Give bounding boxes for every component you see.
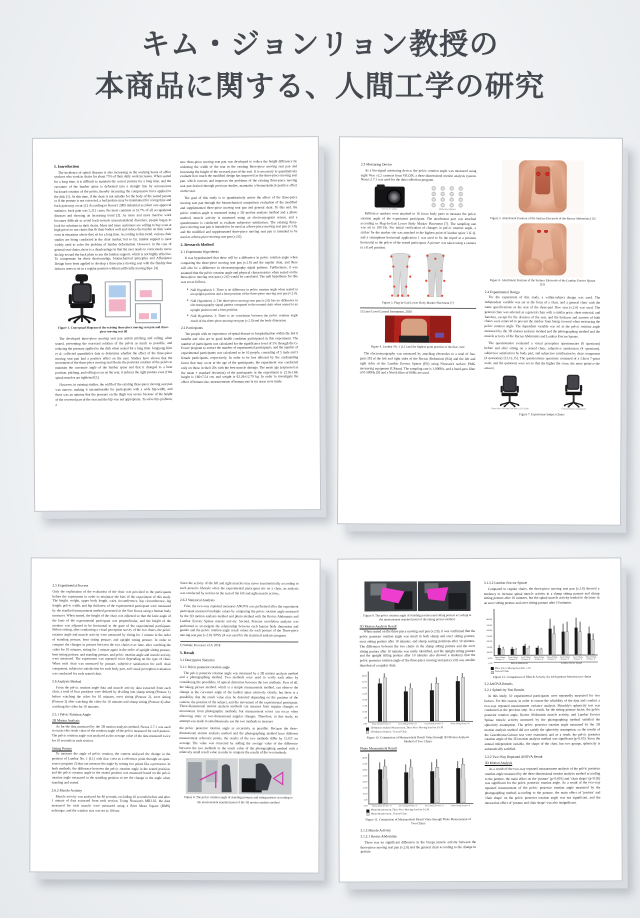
footnote-line: 1) Sample Processor v2.0, 2018 — [180, 641, 299, 648]
figure-caption: Figure 4. Lumbar No. 1 (L1) and the highest point position of the iliac crest — [370, 344, 465, 349]
paper-page-3 — [29, 557, 320, 873]
page3-left-column — [52, 580, 172, 816]
figure-sublabel: Vero v2.2 Camera — [381, 208, 398, 211]
figure-caption: Figure 12. Comparison of Muscle Activity for each posture between two chairs — [493, 674, 592, 680]
diagram-pink-patch — [140, 291, 152, 298]
paragraph: When seated on the three-piece moving seat pan (v.2.0), it was confirmed that the pelvic posterior rotation angle was small in both slump and erect sitting posture, erect sitting posture after 10 minutes, and slump seating positions after 10 minutes. The difference between the two chairs in the slump sitting posture and the erect sitting posture after 10 minutes was easily identified, and the upright sitting posture and the upright sitting posture after 10 minutes also showed a tendency that the pelvic posterior rotation angle of the three-piece moving seat pan (v.2.0) was smaller than that of a regular chair. — [359, 629, 476, 668]
figure-caption: Figure 5. Attachment Position of the Surface Electrode of the Rectus Abdominis [15] — [490, 215, 596, 221]
paragraph: The developed three-piece moving seat pan assists pitching and rolling when seated, preventing the rearward rotation of the pelvis as much as possible, and reducing the pressure applied to the disk when seated for a long time. Jungyong Kim et al. collected quantitative data to determine whether the effect of the three-piece moving seat pan had a positive effect on the user. Studies have shown that the movement of the three-piece moving seat blocks the posterior rotation of the pelvis to maintain the curvature angle of the lumbar spine and that it changed to a bent position, pitching, and rolling occur on the seat, it induces the right posture even if the spinal muscles are tightened [5]. — [55, 336, 173, 380]
legend-row — [490, 670, 600, 674]
diagram-pink-patch — [109, 300, 126, 312]
figure-7 — [484, 373, 600, 411]
subsection-heading: 3.1 Descriptive Statistics — [179, 657, 215, 662]
glute-shape — [525, 258, 542, 273]
figure-3 — [360, 252, 476, 299]
page4-left-column — [359, 581, 476, 857]
subject-chair-1 — [484, 373, 536, 410]
chart-legend — [490, 666, 600, 673]
underlined-heading: 3D Motion Analysis — [51, 718, 80, 723]
subsection-heading: 3.2.2 Two-Way Repeated ANOVA Result — [484, 754, 543, 759]
electrode-dot — [545, 230, 548, 233]
legend-label: 3D Motion Analysis_ General Chair — [370, 730, 407, 734]
chart-legend — [366, 726, 476, 733]
legend-label: Three-Piece Moving Seat Pan < 2.0 — [494, 666, 531, 670]
torso-back — [519, 223, 567, 275]
diagram-panel — [135, 304, 161, 324]
figure-10-bar-chart — [360, 671, 476, 744]
arm-shape — [550, 164, 565, 209]
erector-spinae-anatomy-image — [502, 223, 584, 277]
subsection-heading: 2.4 Experimental Design — [484, 289, 520, 294]
paragraph: There was no significant difference in the biceps muscle activity between the three-piece moving seat pan (v.2.0) and the general chair according to the change in gesture. — [360, 839, 477, 854]
diagram-blue-patch — [151, 314, 157, 320]
chart-legend — [366, 808, 476, 815]
legend-row — [366, 812, 476, 816]
footnote-line: 1) Laser Level Control Instrument, 2020 — [360, 307, 476, 314]
figure-caption: Figure 11. Comparison of Measurement Result Value through Photo Measurement of Two Chairs — [365, 816, 471, 826]
bullet-icon: ● — [186, 287, 189, 291]
bar-chart-plot: 400.00 350.00 300.00 250.00 200.00 150.00 100.00 50.00 0.00 Slump Sitting (Posture 1) Erect Sitting (Posture 2) Erect Sitting (Posture 3) Slump Sitting (Posture 4) Slump Sitting (Posture 1) Erect Sitting (Posture 2) Erect Sitting (Posture 3) Slump Sitting (Posture 4) Rectus Abdominis Lumbar Erector Spinae — [486, 609, 597, 666]
figure-caption: Figure 7. Experiment Subject Chairs — [519, 412, 565, 417]
purple-marker-shape — [435, 333, 444, 338]
page1-right-column — [180, 159, 299, 409]
abdominal-muscle-shape — [535, 166, 550, 194]
section-heading: 1. Introduction — [54, 164, 80, 169]
subject-chair-photo — [561, 374, 587, 408]
figure-caption: Figure 1. Conceptual diagram of the existing three-piece moving seat pan and three-piece moving seat [4] — [58, 325, 169, 334]
subsection-heading: 3.1.2 Muscle Activity — [360, 828, 391, 833]
title-line-1: キム・ジョンリョン教授の — [140, 29, 500, 61]
paragraph: Since the activity of the left and right muscles may move asymmetrically according to each person's lifestyle when the experimental participant sits on a chair, an analysis was conducted by section on the sum of the left and right muscle activity. — [180, 581, 299, 596]
camera-lens-icon — [387, 189, 402, 204]
legend-row — [366, 730, 476, 734]
lumbar-reference-photo — [385, 316, 451, 343]
diagram-blue-patch — [109, 286, 126, 298]
figure-2-right — [421, 186, 474, 211]
electrode-dot — [546, 172, 549, 175]
glute-shape — [543, 258, 560, 273]
legend-swatch-gray — [366, 813, 369, 816]
figure-caption: Figure 6. Attachment Position of the Surface Electrode of the Lumbar Erector Spinae [15] — [489, 278, 596, 287]
underlined-heading: Photo Measurement Result — [360, 746, 397, 751]
paragraph: Compared to regular chairs, the three-piece moving seat pan (v.2.0) showed a tendency to increase spinal muscle activity in a slump sitting posture and slump sitting posture after 10 minutes, but the spinal muscle activity tended to decrease in an erect sitting posture and erect sitting posture after 10 minutes. — [483, 586, 600, 606]
subsection-heading: 2.3 Measuring Device — [360, 162, 392, 167]
section-heading: 3. Result — [179, 650, 195, 655]
underlined-heading: Sitting Posture — [51, 746, 72, 751]
subsection-heading: 2.5 Experimental Process — [52, 583, 89, 588]
paragraph: The goal of this study is to quantitatively assess the effect of the three-piece moving seat pan through the biomechanical comparison evaluation of the modified and supplemented three-piece moving seat pan and general chair. To this end, the pelvic rotation angle is measured using a 3D motion analysis method and a photo method, muscle activity is measured using an electromyogram sensor, and a questionnaire is conducted to evaluate subjective satisfaction. The existing three-piece moving seat pan is intended to be used as a three-piece moving seat pan (v.1.0), and the modified and supplemented three-piece moving seat pan is intended to be used as a three-piece moving seat pan (v.2.0). — [180, 195, 298, 239]
paragraph: As a result of the two-way repeated measurement analysis of the pelvic posterior rotation angle measured by the three-dimensional motion analysis method according to the posture, the main effect on the 'posture' (p<0.001) and 'chair shape' (p<0.05) was significant for the pelvic posterior rotation angle. As a result of the two-way repeated measurement of the pelvic posterior rotation angle measured by the photographing method according to the posture, the main effect of 'posture' and 'chair shape' on the pelvic posterior rotation angle was not significant, and the interaction effect of 'posture and chair shape' was also insignificant. — [484, 766, 601, 805]
paragraph: The incidence of spinal diseases is also increasing as the working hours of office workers who work in chairs for about 75% of their daily work increases. When seated for a long time, it is difficult to maintain the correct posture for a long time, and the curvature of the lumbar spine is deformed into a straight line by unconscious backward rotation of the pelvis, thereby increasing the compressive force applied to the disk [1]. At this time, if the chair is not suitable for the body of the seated person or if the posture is not corrected, a bad posture may be maintained for a long time and back pain may occur [2]. According to Korea's 2009 industrial accident care approval statistics, back pain was 5,212 cases, the most common at 53.7% of all occupational diseases and showing an increasing trend [3]. As more and more inactive work becomes difficult to avoid back-to-back musculoskeletal disorders, people began to look for solutions in their chairs. More and more customers are willing to buy even at high prices to use chairs that fit their bodies well and reduce the burden on their waist even in situations where they sit for a long time. According to this trend, various chair studies are being conducted in the chair market, but so far, lumbar support is most widely used to solve the problem of lumbar deformation. However, in the case of general seat chairs, there is a disadvantage in that the user needs to consciously move his hip toward the back plate to use the lumbar support, which is not highly effective. To compensate for these shortcomings, biomechanical principles and Affordance Design have been applied to develop a three-piece moving seat with the fluidity that induces users to sit in a regular position without artificially moving hips. [4] — [54, 169, 172, 271]
figure-sublabel: General Chair (comparison) — [561, 408, 586, 411]
figure-2-left — [363, 186, 416, 210]
figure-caption: Figure 10. Comparison of Measurement Result Value through 3D Motion Analysis Method of Two Chairs — [366, 734, 469, 744]
waistband-shape — [399, 336, 429, 343]
paragraph: In this study, 10 experimental participants were repeatedly measured for two factors. For this reason, in order to ensure the reliability of the data and conduct a two-way repeated measurement variance analysis, Mauchly's sphericity test was conducted as the previous step. As a result, for the sitting posture factor, the pelvic posterior rotation angle, Rectus Abdominis muscle activity, and Lumbar Erector Spinae muscle activity measured by the photographing method satisfied the sphericity assumption. The pelvic posterior rotation angle measured by the 3D motion analysis method did not satisfy the sphericity assumption, so the results of the Greenhouse-Geisser test were examined, and as a result, the pelvic posterior rotation angle of the 3D motion analysis method was significant (p<0.05). Since the annual independent variable, the shape of the chair, has two groups, sphericity is automatically satisfied. — [484, 693, 601, 752]
figure-sublabel: Three-Piece Moving Seat Pan (v.2.0) Chair — [491, 408, 529, 411]
figure-caption: Figure 9. The pelvic rotation angle of standing position and sitting posture according to the measurement standard point of the taking picture method. — [363, 612, 472, 622]
figure-11-bar-chart — [360, 753, 476, 826]
subsection-heading: 3.2.1 Sphericity Test Results — [484, 687, 525, 693]
paper-page-2 — [337, 136, 623, 525]
legend-swatch-gray — [366, 731, 369, 734]
paragraph: Muscle activity was analyzed for 40 seconds, excluding 10 seconds before and after 1 minute of data extracted from each section. Using Noraxon's MR3.16, the data measured for each muscle were measured using a Root Mean Square (RMS) technique, and the window size was set to 100 ms. — [51, 794, 171, 813]
figure-2 — [361, 185, 477, 211]
legend-label: Photo Measurement_ General Chair — [370, 812, 408, 816]
paragraph: For the experiment of this study, a within-subject design was used. The independent variable was set in the form of a chair, and a general chair with the same specifications as the seat of the three-part flow seat (v.2.0) was used. The general chair was selected as a general chair with a similar price, sheet material, and function, except for the division of the seat, and the backrest and armrest of both chairs were removed to prevent the marker from being covered when measuring the pelvic rotation angle. The dependent variable was set as the pelvic rotation angle measured by the 3D motion analysis method and the photographing method and the muscle activity of the Rectus Abdominis and Lumbar Erector Spinae. — [484, 295, 601, 339]
list-item — [187, 313, 298, 323]
paragraph: The questionnaire evaluated a visual perception questionnaire (6 questions) before and after sitting on a seated chair, subjective satisfaction (4 questions), subjective satisfaction by body part, and subjective satisfaction by chair component (4 questions) [13,12,15]. The questionnaire questions consisted of a Likert 7-point scale, and the questions were set so that the higher the score, the more positive the answer. — [484, 341, 600, 370]
pelvic-angle-photo-camera — [363, 581, 471, 611]
reflective-markers-photo — [429, 186, 465, 208]
paragraph: As a bio-signal measuring device, the pelvic rotation angle was measured using eight Vero v2.2 cameras from VICON, a three-dimensional motion analysis system. Nexus 2.7.1 was used for the data collection program. — [360, 168, 477, 183]
subsection-heading: 2.2 Participants — [181, 325, 203, 331]
paragraph: The electromyography was measured by attaching electrodes to a total of four parts [8] of the left and right sides of the Rectus Abdominis (RA) and the left and right sides of the Lumbar Erector Spinae (ES) using Noraxon's surface EMG measuring equipment (Ultium). The sampling rate is 1,000Hz, and a band-pass filter of 0-500Hz [9] and a Notch filter of 60Hz are used. — [359, 351, 476, 376]
page2-right-column — [484, 160, 601, 420]
seat-pan-concept-diagram — [105, 280, 163, 324]
legend-swatch-gray — [490, 671, 493, 674]
underlined-heading: 3D Motion Analysis Result — [359, 624, 397, 629]
paragraph: Ten people with no experience of spinal disease or hospitalization within the last 6 months and who are in good health condition participated in this experiment. The number of participants was calculated for the significance level of 5% through the G-Power program to extract the number of experimental participants, and the number of experimental participants was calculated to be 10 people, consisting of 5 male and 5 female participants, respectively. In order to be less affected by the confounding factor that may occur at the age of the participants, the experiment was conducted only on those in their 20s with the best muscle damage. The mean age (expressed as the mean ± standard deviation) of the participants in the experiment is 23.9±1.66, height is 166±7.54 cm, and weight is 62.26±12.79 kg. In order to investigate the effect of human size, measurements of human size in six areas were made. — [181, 331, 299, 385]
arm-shape — [520, 164, 536, 209]
subsection-heading: 3.1.2.1 Rectus Abdominis — [360, 834, 397, 839]
section-heading: 2. Research Method — [180, 243, 214, 248]
bullet-icon: ● — [186, 313, 189, 317]
paragraph: First, the two-way repeated measures ANOVA was performed after the experiment participant measured multiple values by comparing the pelvic rotation angle measured by the 3D motion analysis method and photo method with the Rectus Abdominis and Lumbar Erector Spinae muscle activity. Second, Pearson correlation analysis was performed to investigate the relationship between each human body dimension and gender and the pelvic rotation angle result values for each posture of the Three-piece moving seat pan (v.2.0). SPSS 24 was used for the statistical analysis program. — [179, 604, 299, 638]
subsection-heading: 2.6.2 Muscle Activity — [51, 788, 83, 793]
subject-chair-2 — [548, 374, 600, 411]
paragraph: new three-piece moving seat pan was developed to reduce the height difference by widening the width of the seat in the existing three-piece moving seat pan and increasing the height of the recessed part of the seat. It is necessary to quantitatively evaluate how much the modified design has improved as the three-piece moving seat pan, which corrects and improves the problems of the existing three-piece moving seat pan desired through previous studies, maintains a biomechanical positive effect on the seat. — [179, 159, 298, 193]
bar-chart-plot: 40.00 35.00 30.00 25.00 20.00 15.00 10.00 5.00 0.00 Slump Sitting (Posture 1) Erect Sitting (Posture 2) Erect Sitting (Posture 3) Slump Sitting (Posture 4) — [362, 671, 473, 725]
figure-1 — [55, 274, 172, 325]
pelvic-angle-photo-3d — [185, 758, 291, 794]
torso-front — [519, 160, 567, 212]
paper-page-4 — [337, 557, 622, 882]
list-item-text: Null Hypothesis 1: There is no difference in pelvic rotation angle when seated in an upright position and a bent position of the three-piece moving seat pan (v.2.0). — [190, 286, 298, 297]
paragraph: Only the explanation of the evaluation of the chair was provided to the participants before the experiment in order to minimize the bias of the experiment of this study. The height, weight, upper body length, waist circumference, hip circumference, leg length, pelvic width, and hip thickness of the experimental participant were measured by the standard measurement method presented in the Size Korea using a human body measurer. When seated, the height of the chair was adjusted so that the knee angle of the knee of the experimental participant was perpendicular, and the height of the monitor was adjusted to be horizontal to the gaze of the experimental participant. Before resting, after conducting a visual perception survey of the two chairs, the pelvic rotation angle and muscle activity were measured by sitting for 1 minute in the order of standing posture, bent sitting posture, and upright sitting posture. In order to compare the changes in posture between the two chairs over time, after watching the video for 10 minutes, sitting for 1 minute again in the order of upright sitting posture, bent sitting posture, and standing posture, and pelvic rotation angle and muscle activity were measured. The experiment was repeated twice depending on the type of chair. When each chair was measured by posture, subjective satisfaction for each chair component, subjective satisfaction for each body part, and visual perception evaluation was conducted for each seated chair. — [52, 589, 172, 676]
subsection-heading: 2.6.3 Statistical Analysis — [179, 598, 215, 603]
paragraph: The pelvic posterior rotation angle was measured by a 3D motion analysis method and a photographing method. Two methods were used to verify each other by considering the possibility of optical distortion between the two methods. First of all, the taking picture method, which is a simple measurement method, can observe the change in the curvature angle of the lumbar spine relatively closely, but there is a possibility that the result value may be distorted depending on the position of the camera, the position of the subject, and the movement of the experimental participant. Three-dimensional motion analysis methods can measure finer angular changes or movements from photographic methods, but measurement errors can occur when observing static or two-dimensional angular changes. Therefore, in this study, an attempt was made to simultaneously use the two methods to measure — [179, 670, 299, 724]
legend-label: Photo Measurement_Three-Piece Moving Seat Pan (>2.0) — [370, 808, 430, 812]
subsection-heading: 3.2 ANOVA Results — [484, 682, 513, 687]
paragraph: It was hypothesized that there will be a difference in pelvic rotation angle when comparing the three-piece moving seat pan (v.2.0) and the regular chair, and there will also be a difference in electromyography signal patterns. Furthermore, it was assumed that the pelvic rotation angle and physical characteristics when seated on the three-piece moving seat pan (v.2.0) would be correlated. The null hypothesis for this was set as follows. — [180, 255, 298, 285]
subsection-heading: 2.6 Analysis Method — [52, 679, 82, 684]
page1-left-column — [54, 160, 173, 410]
underlined-heading: 3D Motion Analysis — [484, 761, 513, 766]
hypothesis-list — [187, 287, 298, 323]
paragraph: Reflective markers were attached to 16 lower body parts to measure the pelvic rotation angle of the experiment participant. The attachment part was attached according to Plug-In-Gait Lower Body Marker Placement [7]. The sampling rate was set to 100 Hz. For initial verification of changes in pelvic rotation angle, a sticker for the marker site was attached to the highest point of lumbar spine 1 (L1), and a smartphone horizontal application 1 was used to fix the tripod at a position horizontal to the pelvis of the seated participant. A picture was taken using a camera in a fixed position. — [360, 211, 477, 250]
subsection-heading: 3.1.1 Pelvic posterior rotation angle — [179, 664, 230, 670]
legend-label: 3D Motion Analysis Measurement_Three-Piece Moving Seat Pan (>2.0) — [370, 726, 444, 730]
paragraph: From the pelvic rotation angle data and muscle activity data extracted from each chair, a total of four positions were defined by dividing into slump sitting (Posture 1) before watching the video for 10 minutes, erect sitting (Posture 2), erect sitting (Posture 3) after watching the video for 10 minutes and slump sitting (Posture 4) after watching the video for 10 minutes. — [52, 684, 171, 709]
page2-left-column — [360, 159, 477, 419]
list-item-text: Null Hypothesis 2: The three-piece moving seat pan (v.2.0) has no difference in electromyography signal pattern compared to the normal chair when seated in an upright position and a bent position. — [190, 297, 298, 312]
list-item — [187, 298, 298, 313]
title-line-2: 本商品に関する、人間工学の研究 — [94, 71, 545, 103]
banner-title — [0, 0, 640, 108]
rectus-abdominis-anatomy-image — [502, 160, 584, 214]
electrode-dot — [538, 230, 541, 233]
diagram-pink-patch — [139, 314, 149, 320]
paragraph: To measure the angle of pelvic rotation, the camera analyzed the change in the position of Lumbar No. 1 (L1) with iliac crest as a reference point through an open-source program 2) that can measure the angle by setting two points like a protractor. In both methods, the difference between the pelvic rotation angle in the seated position, and the pelvic rotation angle in the seated position was measured based on the pelvic rotation angle measured in the standing position to see the change in the angle when standing and seated. — [51, 751, 171, 785]
page4-right-column — [484, 580, 601, 856]
diagram-panel — [105, 282, 131, 318]
motion-capture-camera-photo — [374, 186, 404, 207]
figure-caption: Figure 8. The pelvic rotation angle of standing postures and sitting posture according to the measurement standard point of the 3D motion analysis method — [184, 795, 293, 804]
paragraph: However, in existing studies, the width of the existing three-piece moving seat pan was narrow, making it uncomfortable for participants with a wide hip-width, and there was an opinion that the pressure on the thigh was severe because of the height of the recessed part of the seat and the hip was not appropriate. To solve this problem, a — [55, 382, 173, 407]
subsection-heading: 2.5.1 Pelvic Rotation Angle — [51, 712, 91, 717]
diagram-panel — [135, 280, 163, 302]
paper-page-1 — [32, 136, 321, 512]
leg-marker-diagram-front — [385, 253, 415, 299]
subsection-heading: 2.1 Experiment Hypothesis — [180, 250, 219, 255]
figure-caption: Figure 3. Plug-in-Gait Lower Body Marker Placement [7] — [382, 300, 454, 305]
list-item-text: Null Hypothesis 3: There is no correlation between the pelvic rotation angle result of the three-piece moving seat pan (v.2.0) and the body dimension. — [190, 313, 298, 323]
bar-chart-plot: 40.00 35.00 30.00 25.00 20.00 15.00 10.00 5.00 0.00 Slump Sitting (Posture 1) Erect Sitting (Posture 2) Erect Sitting (Posture 3) Slump Sitting (Posture 4) — [362, 753, 473, 807]
page3-right-column — [179, 581, 299, 817]
subsection-heading: 3.1.2.2 Lumbar Erector Spinae — [483, 580, 528, 585]
figure-sublabel: Reflective Markers — [439, 208, 456, 211]
paragraph: the pelvic posterior rotation angle as accurately as possible. Because the three-dimensional motion analysis method and the photographing method have different measurement reference points, the results of the two methods differ by 15.03° on average. The value was corrected by adding the average value of the difference between the two methods to the result value of the photographing method with a relatively small result value in order to compare the results of the two methods. — [179, 726, 298, 755]
legend-label: General Chair — [494, 670, 509, 674]
subject-chair-photo — [497, 373, 523, 407]
figure-12-bar-chart — [484, 609, 600, 680]
electrode-dot — [537, 172, 540, 175]
office-chair-photo — [64, 274, 100, 324]
paragraph: As for the data measured by the 3D motion analysis method, Nexus 2.7.1 was used to extract the result value of the rotation angle of the pelvis measured for each posture. The pelvic rotation angle was analyzed as the average value of the data measured twice for 10 seconds in each section. — [51, 724, 171, 743]
bullet-icon: ● — [186, 298, 189, 302]
leg-marker-diagram-back — [420, 253, 450, 299]
list-item — [187, 287, 298, 297]
